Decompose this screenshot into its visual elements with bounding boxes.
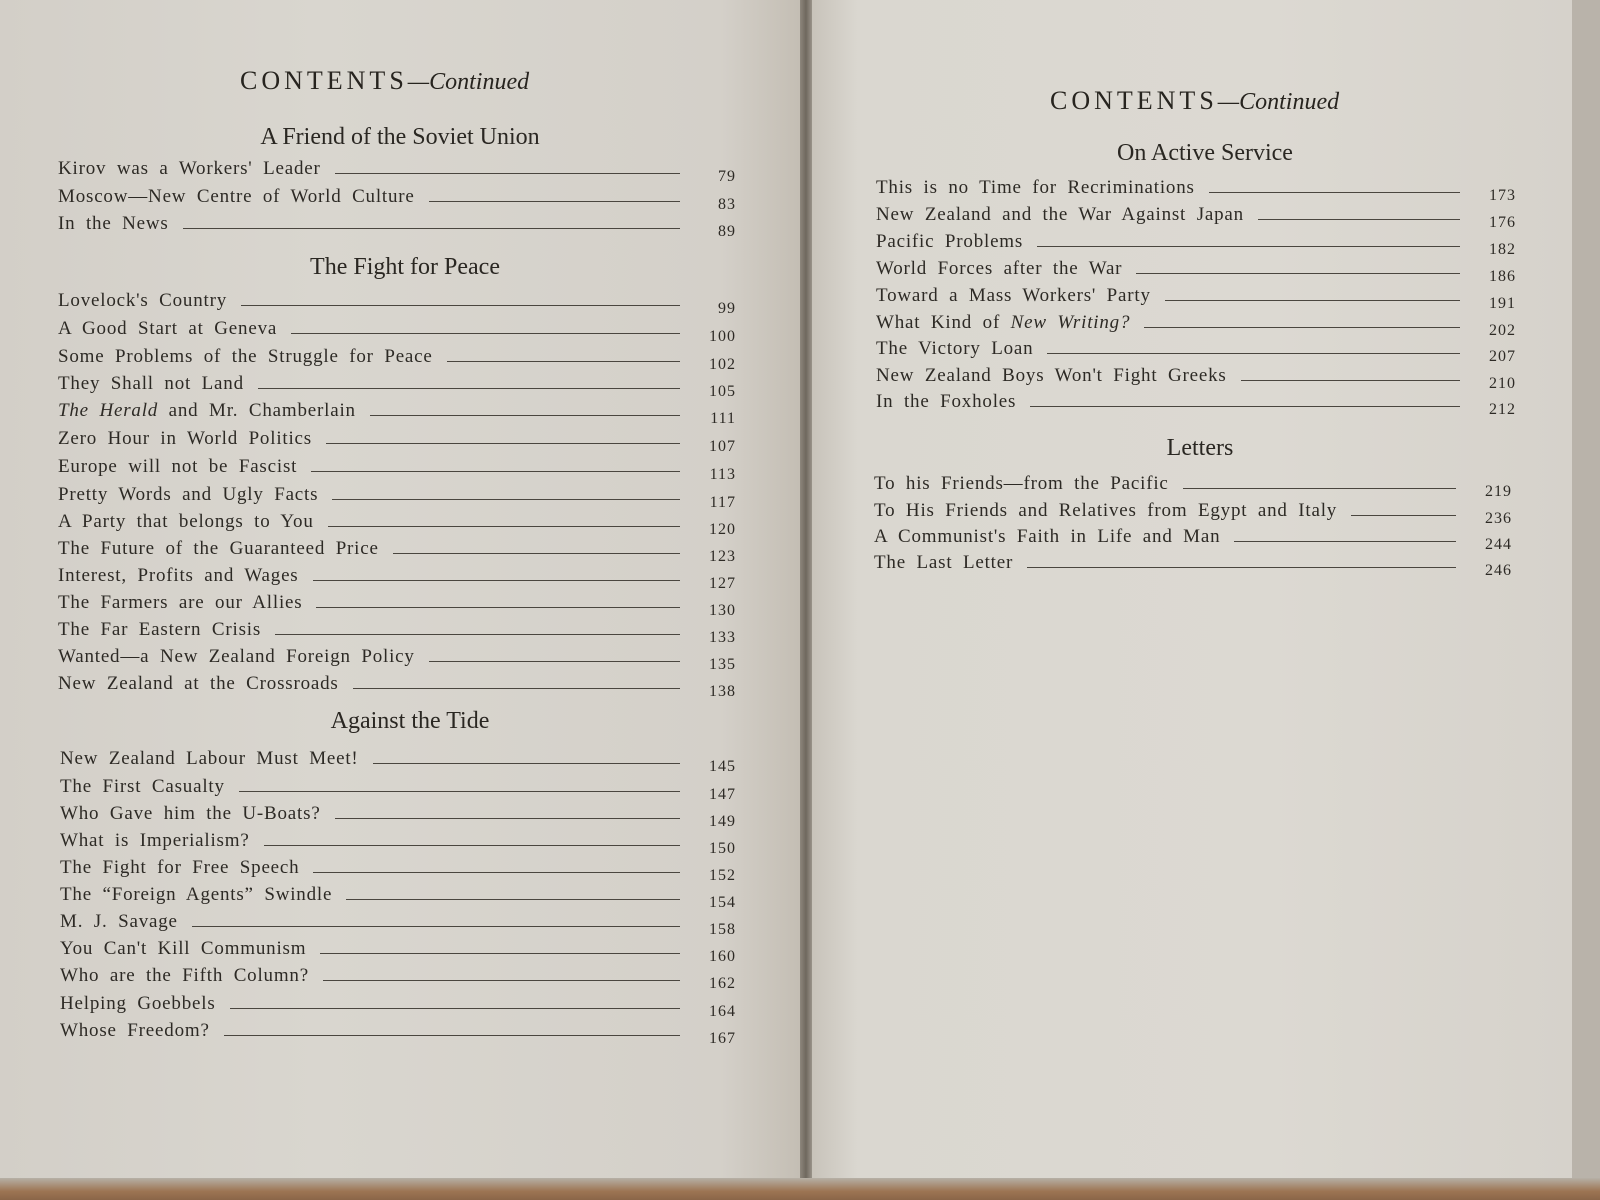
toc-entry[interactable]: Whose Freedom? 167 [60, 1020, 736, 1047]
dot-leader [230, 1007, 680, 1009]
dot-leader [313, 871, 680, 873]
dot-leader [1047, 352, 1460, 354]
toc-entry[interactable]: In the News 89 [58, 213, 736, 240]
section-title: Against the Tide [330, 708, 490, 734]
toc-entry[interactable]: Europe will not be Fascist 113 [58, 456, 736, 483]
toc-entry[interactable]: Interest, Profits and Wages 127 [58, 565, 736, 592]
dot-leader [1027, 566, 1456, 568]
dot-leader [370, 414, 680, 416]
toc-entry[interactable]: A Party that belongs to You 120 [58, 511, 736, 538]
dot-leader [326, 442, 680, 444]
toc-entry[interactable]: M. J. Savage 158 [60, 911, 736, 938]
dot-leader [241, 304, 680, 306]
dot-leader [1136, 272, 1460, 274]
toc-entry[interactable]: Toward a Mass Workers' Party 191 [876, 285, 1516, 312]
toc-entry[interactable]: Zero Hour in World Politics 107 [58, 428, 736, 455]
toc-entry[interactable]: To his Friends—from the Pacific 219 [874, 473, 1512, 500]
toc-entry[interactable]: A Good Start at Geneva 100 [58, 318, 736, 345]
dot-leader [1183, 487, 1456, 489]
dot-leader [316, 606, 680, 608]
section-title: A Friend of the Soviet Union [260, 124, 540, 150]
dot-leader [320, 952, 680, 954]
dot-leader [328, 525, 680, 527]
toc-entry[interactable]: Kirov was a Workers' Leader 79 [58, 158, 736, 185]
toc-entry[interactable]: The Future of the Guaranteed Price 123 [58, 538, 736, 565]
dot-leader [313, 579, 680, 581]
dot-leader [275, 633, 680, 635]
toc-entry[interactable]: New Zealand at the Crossroads 138 [58, 673, 736, 700]
dot-leader [239, 790, 680, 792]
toc-entry[interactable]: In the Foxholes 212 [876, 391, 1516, 418]
dot-leader [1234, 540, 1456, 542]
book-spine [800, 0, 812, 1200]
toc-entry[interactable]: This is no Time for Recriminations 173 [876, 177, 1516, 204]
toc-entry[interactable]: A Communist's Faith in Life and Man 244 [874, 526, 1512, 553]
toc-entry[interactable]: The Last Letter 246 [874, 552, 1512, 579]
dot-leader [429, 660, 680, 662]
toc-entry[interactable]: Lovelock's Country 99 [58, 290, 736, 317]
toc-entry[interactable]: World Forces after the War 186 [876, 258, 1516, 285]
toc-entry[interactable]: You Can't Kill Communism 160 [60, 938, 736, 965]
toc-entry[interactable]: The Fight for Free Speech 152 [60, 857, 736, 884]
toc-entry[interactable]: The Farmers are our Allies 130 [58, 592, 736, 619]
dot-leader [311, 470, 680, 472]
dot-leader [224, 1034, 680, 1036]
toc-entry[interactable]: New Zealand Boys Won't Fight Greeks 210 [876, 365, 1516, 392]
dot-leader [291, 332, 680, 334]
toc-entry[interactable]: They Shall not Land 105 [58, 373, 736, 400]
toc-entry[interactable]: Pacific Problems 182 [876, 231, 1516, 258]
dot-leader [323, 979, 680, 981]
toc-entry[interactable]: What is Imperialism? 150 [60, 830, 736, 857]
dot-leader [258, 387, 680, 389]
section-title: On Active Service [1117, 140, 1293, 166]
toc-entry[interactable]: Pretty Words and Ugly Facts 117 [58, 484, 736, 511]
toc-entry[interactable]: The Far Eastern Crisis 133 [58, 619, 736, 646]
toc-entry[interactable]: Helping Goebbels 164 [60, 993, 736, 1020]
dot-leader [332, 498, 680, 500]
dot-leader [1030, 405, 1460, 407]
section-title: The Fight for Peace [310, 254, 500, 280]
toc-entry[interactable]: To His Friends and Relatives from Egypt and Italy 236 [874, 500, 1512, 527]
toc-entry[interactable]: Moscow—New Centre of World Culture 83 [58, 186, 736, 213]
toc-entry[interactable]: The Victory Loan 207 [876, 338, 1516, 365]
dot-leader [1258, 218, 1460, 220]
contents-heading-right: CONTENTS—Continued [1050, 86, 1340, 115]
dot-leader [353, 687, 680, 689]
dot-leader [1165, 299, 1460, 301]
dot-leader [183, 227, 680, 229]
dot-leader [264, 844, 680, 846]
toc-entry[interactable]: Who Gave him the U-Boats? 149 [60, 803, 736, 830]
dot-leader [1037, 245, 1460, 247]
dot-leader [1241, 379, 1460, 381]
dot-leader [335, 817, 680, 819]
dot-leader [1209, 191, 1460, 193]
book-cover-edge [0, 1178, 1600, 1200]
dot-leader [393, 552, 680, 554]
contents-heading-left: CONTENTS—Continued [240, 66, 530, 95]
dot-leader [1144, 326, 1460, 328]
toc-entry[interactable]: New Zealand and the War Against Japan 176 [876, 204, 1516, 231]
dot-leader [192, 925, 680, 927]
toc-entry[interactable]: What Kind of New Writing? 202 [876, 312, 1516, 339]
dot-leader [447, 360, 680, 362]
toc-entry[interactable]: The Herald and Mr. Chamberlain 111 [58, 400, 736, 427]
dot-leader [1351, 514, 1456, 516]
dot-leader [373, 762, 680, 764]
dot-leader [346, 898, 680, 900]
dot-leader [335, 172, 680, 174]
dot-leader [429, 200, 680, 202]
toc-entry[interactable]: Some Problems of the Struggle for Peace 102 [58, 346, 736, 373]
toc-entry[interactable]: New Zealand Labour Must Meet! 145 [60, 748, 736, 775]
section-title: Letters [1166, 435, 1234, 461]
toc-entry[interactable]: Who are the Fifth Column? 162 [60, 965, 736, 992]
toc-entry[interactable]: The First Casualty 147 [60, 776, 736, 803]
toc-entry[interactable]: Wanted—a New Zealand Foreign Policy 135 [58, 646, 736, 673]
toc-entry[interactable]: The “Foreign Agents” Swindle 154 [60, 884, 736, 911]
